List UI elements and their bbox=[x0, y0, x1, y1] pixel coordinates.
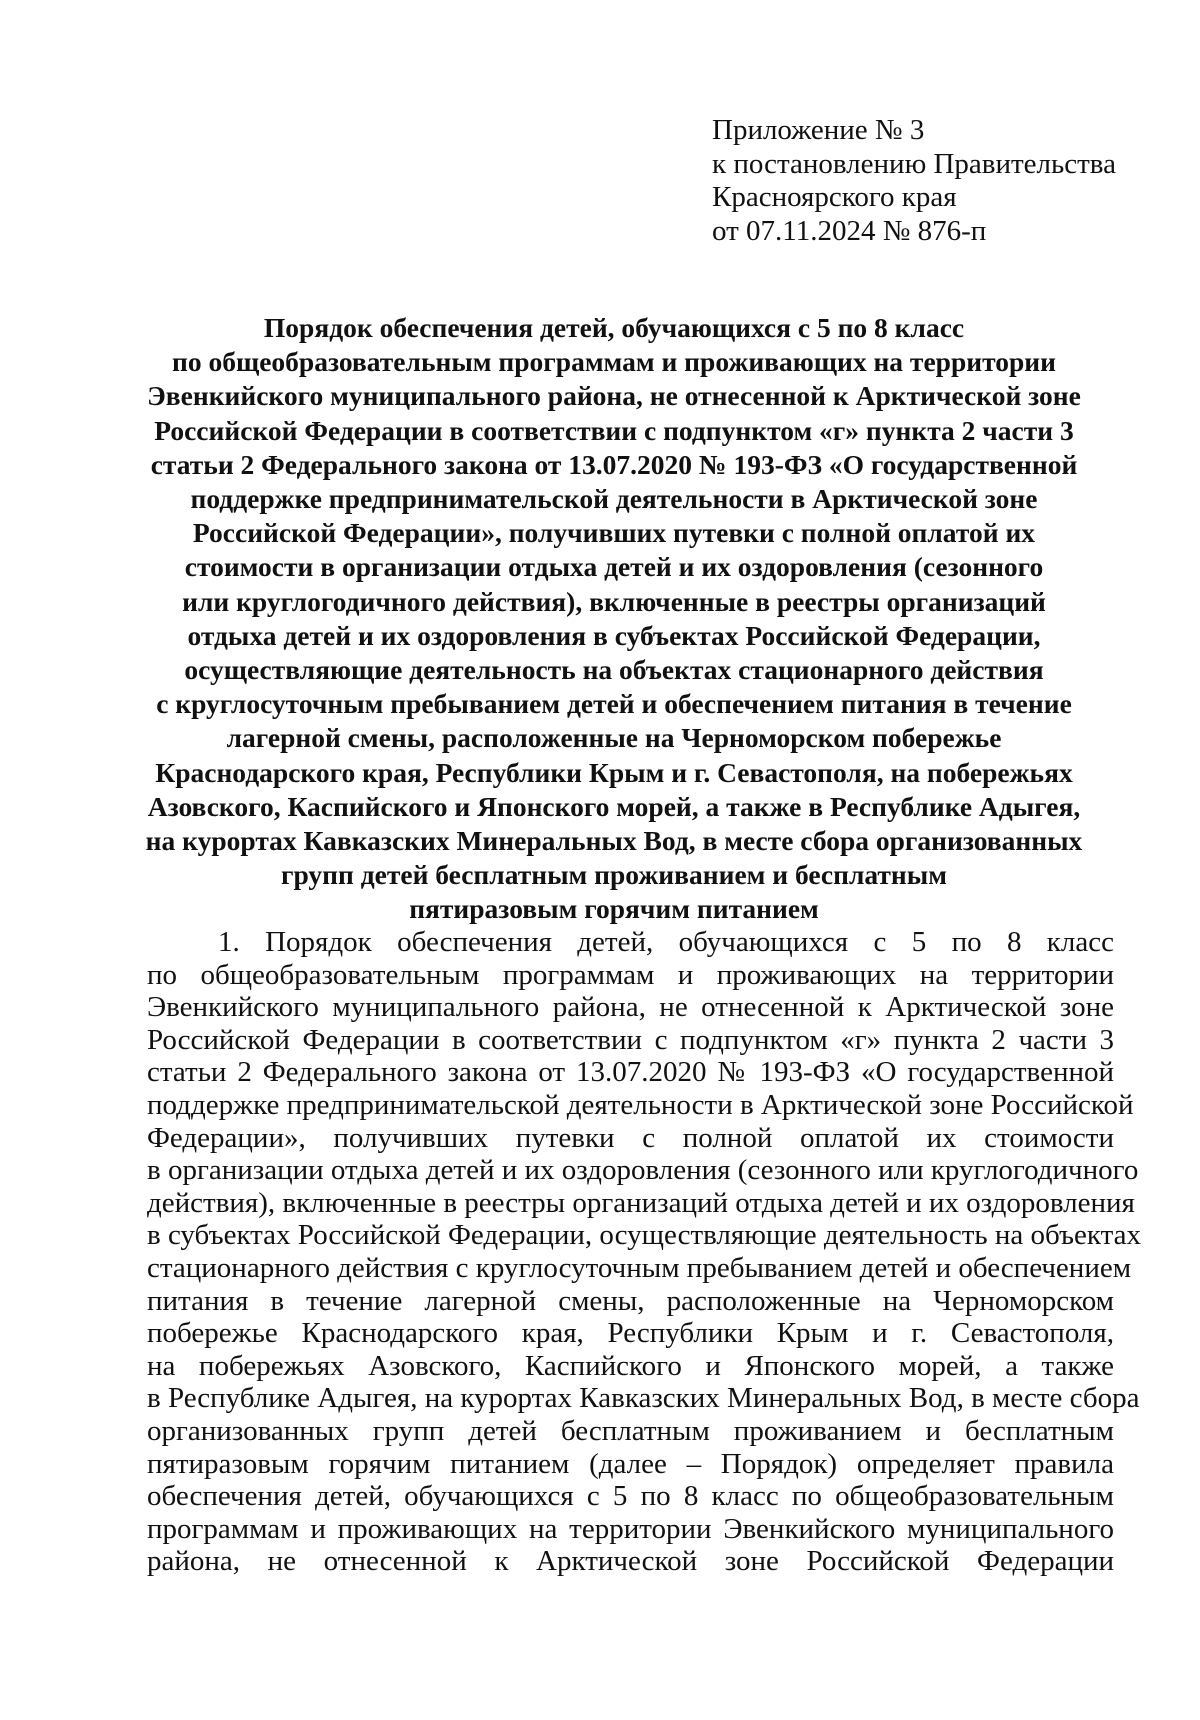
paragraph-line: в Республике Адыгея, на курортах Кавказских Минеральных Вод, в месте сбора bbox=[147, 1382, 1140, 1415]
title-line: Азовского, Каспийского и Японского морей, а также в Республике Адыгея, bbox=[147, 790, 1081, 822]
title-line: лагерной смены, расположенные на Черноморском побережье bbox=[226, 722, 1002, 754]
paragraph-line: организованных групп детей бесплатным проживанием и бесплатным bbox=[147, 1414, 1114, 1447]
paragraph-line: программам и проживающих на территории Эвенкийского муниципального bbox=[147, 1512, 1114, 1545]
paragraph-line: действия), включенные в реестры организаций отдыха детей и их оздоровления bbox=[147, 1186, 1135, 1219]
paragraph-line: Федерации», получивших путевки с полной оплатой их стоимости bbox=[147, 1121, 1114, 1154]
paragraph-line: по общеобразовательным программам и проживающих на территории bbox=[147, 958, 1114, 991]
paragraph-line: на побережьях Азовского, Каспийского и Японского морей, а также bbox=[147, 1349, 1114, 1382]
paragraph-line: питания в течение лагерной смены, расположенные на Черноморском bbox=[147, 1284, 1114, 1317]
paragraph-line: Эвенкийского муниципального района, не отнесенной к Арктической зоне bbox=[147, 991, 1114, 1024]
title-line: групп детей бесплатным проживанием и бесплатным bbox=[281, 859, 947, 891]
title-line: отдыха детей и их оздоровления в субъектах Российской Федерации, bbox=[187, 619, 1041, 651]
document-title bbox=[130, 311, 1098, 927]
title-line: стоимости в организации отдыха детей и их оздоровления (сезонного bbox=[184, 551, 1044, 583]
title-line: на курортах Кавказских Минеральных Вод, в месте сбора организованных bbox=[145, 825, 1083, 857]
title-line: пятиразовым горячим питанием bbox=[409, 893, 819, 925]
appendix-date-number: от 07.11.2024 № 876-п bbox=[712, 214, 987, 247]
paragraph-line: в субъектах Российской Федерации, осуществляющие деятельность на объектах bbox=[147, 1219, 1141, 1252]
paragraph-line: статьи 2 Федерального закона от 13.07.2020 № 193-ФЗ «О государственной bbox=[147, 1056, 1114, 1089]
title-line: с круглосуточным пребыванием детей и обеспечением питания в течение bbox=[156, 688, 1072, 720]
title-line: Российской Федерации», получивших путевки с полной оплатой их bbox=[192, 517, 1036, 549]
title-line: или круглогодичного действия), включенные в реестры организаций bbox=[182, 585, 1046, 617]
appendix-number: Приложение № 3 bbox=[712, 114, 925, 146]
paragraph-line: Российской Федерации в соответствии с подпунктом «г» пункта 2 части 3 bbox=[147, 1023, 1114, 1056]
appendix-region: Красноярского края bbox=[712, 181, 957, 213]
title-line: Российской Федерации в соответствии с подпунктом «г» пункта 2 части 3 bbox=[154, 414, 1074, 446]
title-line: поддержке предпринимательской деятельности в Арктической зоне bbox=[190, 483, 1038, 515]
title-line: Эвенкийского муниципального района, не отнесенной к Арктической зоне bbox=[147, 380, 1081, 412]
paragraph-line: в организации отдыха детей и их оздоровления (сезонного или круглогодичного bbox=[147, 1154, 1139, 1187]
appendix-reference: к постановлению Правительства bbox=[712, 147, 1116, 180]
title-line: Порядок обеспечения детей, обучающихся с 5 по 8 класс bbox=[263, 312, 965, 343]
paragraph-line: стационарного действия с круглосуточным пребыванием детей и обеспечением bbox=[147, 1251, 1132, 1284]
title-line: статьи 2 Федерального закона от 13.07.2020 № 193-ФЗ «О государственной bbox=[150, 448, 1078, 480]
paragraph-1 bbox=[147, 926, 1141, 1578]
paragraph-line: района, не отнесенной к Арктической зоне Российской Федерации bbox=[147, 1545, 1114, 1578]
paragraph-line: обеспечения детей, обучающихся с 5 по 8 класс по общеобразовательным bbox=[147, 1480, 1114, 1513]
paragraph-line: пятиразовым горячим питанием (далее – Порядок) определяет правила bbox=[147, 1447, 1114, 1480]
paragraph-line: 1. Порядок обеспечения детей, обучающихся с 5 по 8 класс bbox=[218, 926, 1114, 958]
title-line: Краснодарского края, Республики Крым и г. Севастополя, на побережьях bbox=[155, 756, 1073, 788]
paragraph-line: побережье Краснодарского края, Республики Крым и г. Севастополя, bbox=[147, 1317, 1114, 1350]
title-line: по общеобразовательным программам и проживающих на территории bbox=[172, 346, 1056, 378]
appendix-header bbox=[712, 114, 1172, 248]
paragraph-line: поддержке предпринимательской деятельности в Арктической зоне Российской bbox=[147, 1088, 1134, 1121]
title-line: осуществляющие деятельность на объектах стационарного действия bbox=[184, 654, 1044, 686]
